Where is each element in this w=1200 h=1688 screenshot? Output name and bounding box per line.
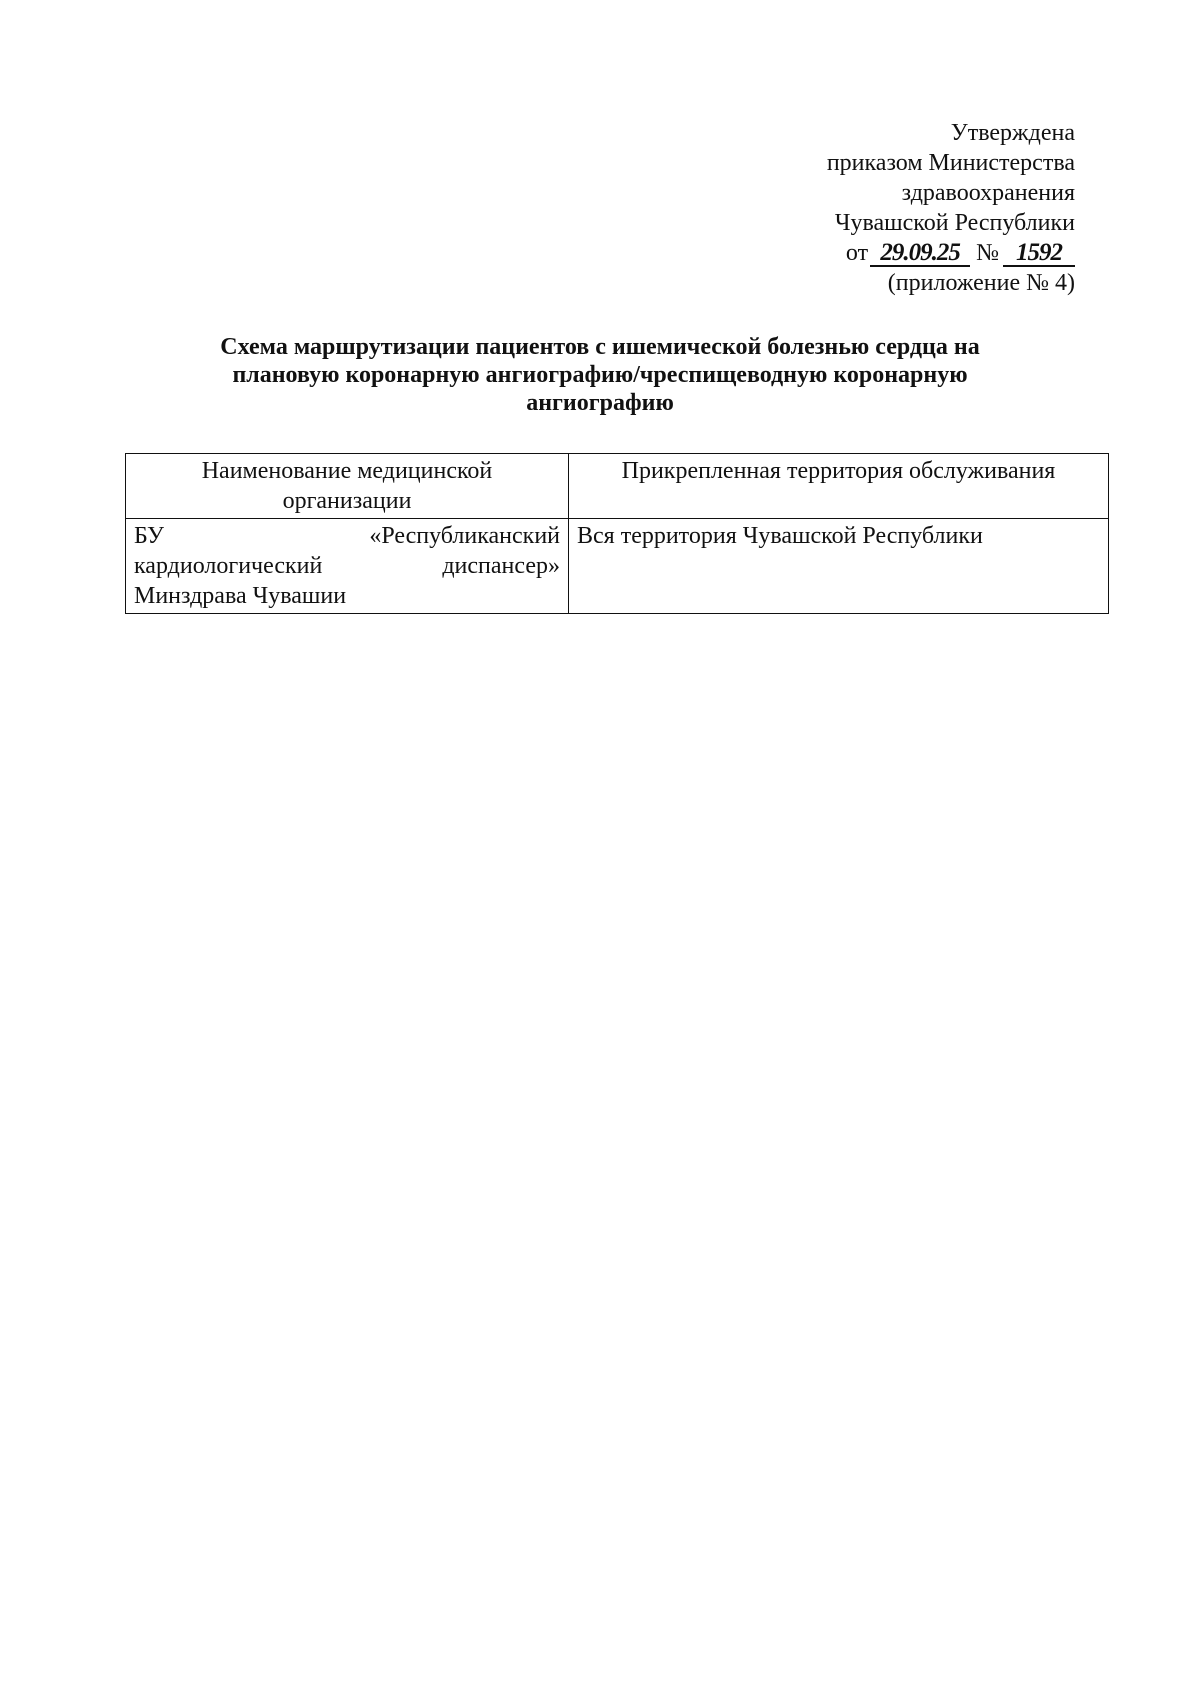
- date-prefix: от: [845, 240, 869, 266]
- cell-organization: [126, 519, 569, 614]
- approval-line-3: здравоохранения: [901, 180, 1075, 206]
- approval-line-1: Утверждена: [950, 120, 1075, 146]
- header-organization: [126, 454, 569, 519]
- document-title: [170, 333, 1030, 417]
- organization-line-2-b: диспансер»: [442, 553, 560, 579]
- title-line-2: плановую коронарную ангиографию/чреспищеводную коронарную: [232, 362, 968, 388]
- cell-territory: Вся территория Чувашской Республики: [569, 519, 1109, 614]
- appendix-label: (приложение № 4): [887, 270, 1075, 296]
- organization-line-1: [134, 521, 560, 551]
- handwritten-number: 1592: [1003, 241, 1075, 267]
- organization-line-2-a: кардиологический: [134, 553, 323, 579]
- organization-line-3: Минздрава Чувашии: [134, 583, 347, 609]
- header-organization-line-2: организации: [282, 488, 412, 514]
- organization-line-1-a: БУ: [134, 523, 164, 549]
- approval-line-2: приказом Министерства: [826, 150, 1075, 176]
- title-line-1: Схема маршрутизации пациентов с ишемической болезнью сердца на: [220, 334, 980, 360]
- number-prefix: №: [976, 240, 999, 266]
- handwritten-date: 29.09.25: [870, 241, 970, 267]
- approval-date-number-line: [827, 238, 1075, 268]
- approval-block: [827, 118, 1075, 298]
- organization-line-2: [134, 551, 560, 581]
- routing-table: [125, 453, 1109, 614]
- organization-line-1-b: «Республиканский: [369, 523, 560, 549]
- table-header-row: [126, 454, 1109, 519]
- title-line-3: ангиографию: [526, 390, 674, 416]
- header-territory: Прикрепленная территория обслуживания: [569, 454, 1109, 519]
- table-row: [126, 519, 1109, 614]
- header-organization-line-1: Наименование медицинской: [201, 458, 493, 484]
- approval-line-4: Чувашской Республики: [834, 210, 1075, 236]
